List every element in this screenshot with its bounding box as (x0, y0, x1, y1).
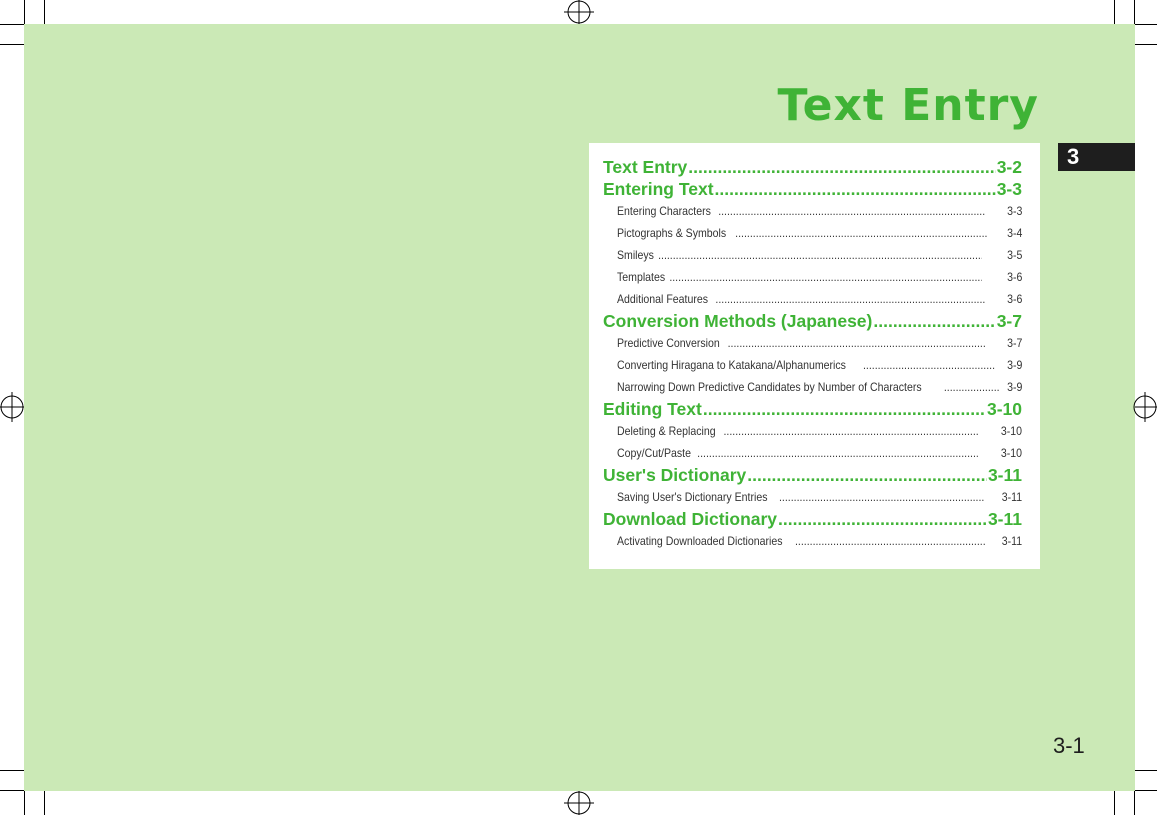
toc-subsection-entry[interactable] (603, 332, 1022, 354)
toc-entry-page: 3-9 (1006, 358, 1022, 372)
toc-dot-leader (670, 266, 983, 288)
toc-entry-page: 3-7 (1006, 336, 1022, 350)
toc-entry-page: 3-10 (1000, 446, 1022, 460)
toc-section-entry[interactable] (603, 156, 1022, 178)
chapter-tab[interactable] (1058, 143, 1135, 171)
toc-section-entry[interactable] (603, 178, 1022, 200)
toc-entry-label: Text Entry (603, 157, 688, 177)
table-of-contents (589, 143, 1040, 569)
toc-subsection-entry[interactable] (603, 222, 1022, 244)
toc-dot-leader (703, 398, 986, 420)
toc-entry-page: 3-11 (1001, 490, 1022, 504)
toc-subsection-entry[interactable] (603, 354, 1022, 376)
toc-dot-leader (728, 332, 986, 354)
toc-entry-label: Editing Text (603, 399, 702, 419)
toc-dot-leader (735, 222, 987, 244)
toc-entry-page: 3-11 (987, 465, 1022, 485)
toc-entry-label: Templates (617, 270, 666, 284)
toc-section-entry[interactable] (603, 310, 1022, 332)
toc-subsection-entry[interactable] (603, 288, 1022, 310)
toc-subsection-entry[interactable] (603, 486, 1022, 508)
toc-entry-page: 3-2 (996, 157, 1022, 177)
toc-entry-page: 3-6 (1006, 292, 1022, 306)
toc-entry-label: Additional Features (617, 292, 708, 306)
toc-dot-leader (715, 178, 996, 200)
toc-dot-leader (688, 156, 995, 178)
toc-entry-label: Narrowing Down Predictive Candidates by Number of Characters (617, 380, 922, 394)
toc-section-entry[interactable] (603, 398, 1022, 420)
toc-entry-page: 3-6 (1006, 270, 1022, 284)
toc-dot-leader (779, 486, 984, 508)
toc-entry-label: Predictive Conversion (617, 336, 720, 350)
toc-dot-leader (723, 420, 979, 442)
toc-dot-leader (716, 288, 986, 310)
toc-dot-leader (778, 508, 987, 530)
toc-entry-page: 3-5 (1006, 248, 1022, 262)
toc-section-entry[interactable] (603, 508, 1022, 530)
toc-subsection-entry[interactable] (603, 442, 1022, 464)
toc-dot-leader (795, 530, 985, 552)
toc-subsection-entry[interactable] (603, 244, 1022, 266)
toc-entry-label: Conversion Methods (Japanese) (603, 311, 873, 331)
chapter-tab-number: 3 (1067, 144, 1080, 169)
toc-entry-page: 3-11 (987, 509, 1022, 529)
toc-entry-page: 3-3 (1006, 204, 1022, 218)
toc-entry-page: 3-7 (996, 311, 1022, 331)
toc-entry-label: Entering Text (603, 179, 714, 199)
toc-dot-leader (658, 244, 982, 266)
toc-entry-label: Pictographs & Symbols (617, 226, 727, 240)
toc-dot-leader (697, 442, 978, 464)
toc-section-entry[interactable] (603, 464, 1022, 486)
toc-entry-label: Smileys (617, 248, 654, 262)
toc-dot-leader (873, 310, 995, 332)
toc-entry-label: Entering Characters (617, 204, 711, 218)
toc-entry-label: Download Dictionary (603, 509, 778, 529)
toc-dot-leader (719, 200, 986, 222)
toc-entry-page: 3-10 (986, 399, 1022, 419)
toc-entry-page: 3-4 (1006, 226, 1022, 240)
toc-entry-label: Converting Hiragana to Katakana/Alphanumerics (617, 358, 846, 372)
toc-dot-leader (863, 354, 995, 376)
toc-entry-label: Activating Downloaded Dictionaries (617, 534, 783, 548)
toc-entry-page: 3-11 (1001, 534, 1022, 548)
chapter-title: Text Entry (777, 80, 1039, 131)
toc-dot-leader (944, 376, 1000, 398)
toc-entry-label: Deleting & Replacing (617, 424, 716, 438)
toc-entry-page: 3-10 (1000, 424, 1022, 438)
toc-entry-page: 3-3 (996, 179, 1022, 199)
toc-dot-leader (747, 464, 987, 486)
toc-entry-label: Copy/Cut/Paste (617, 446, 691, 460)
toc-entry-page: 3-9 (1006, 380, 1022, 394)
toc-subsection-entry[interactable] (603, 200, 1022, 222)
toc-subsection-entry[interactable] (603, 530, 1022, 552)
toc-subsection-entry[interactable] (603, 420, 1022, 442)
toc-subsection-entry[interactable] (603, 266, 1022, 288)
page-number: 3-1 (1053, 733, 1085, 758)
toc-entry-label: Saving User's Dictionary Entries (617, 490, 768, 504)
toc-subsection-entry[interactable] (603, 376, 1022, 398)
toc-entry-label: User's Dictionary (603, 465, 747, 485)
